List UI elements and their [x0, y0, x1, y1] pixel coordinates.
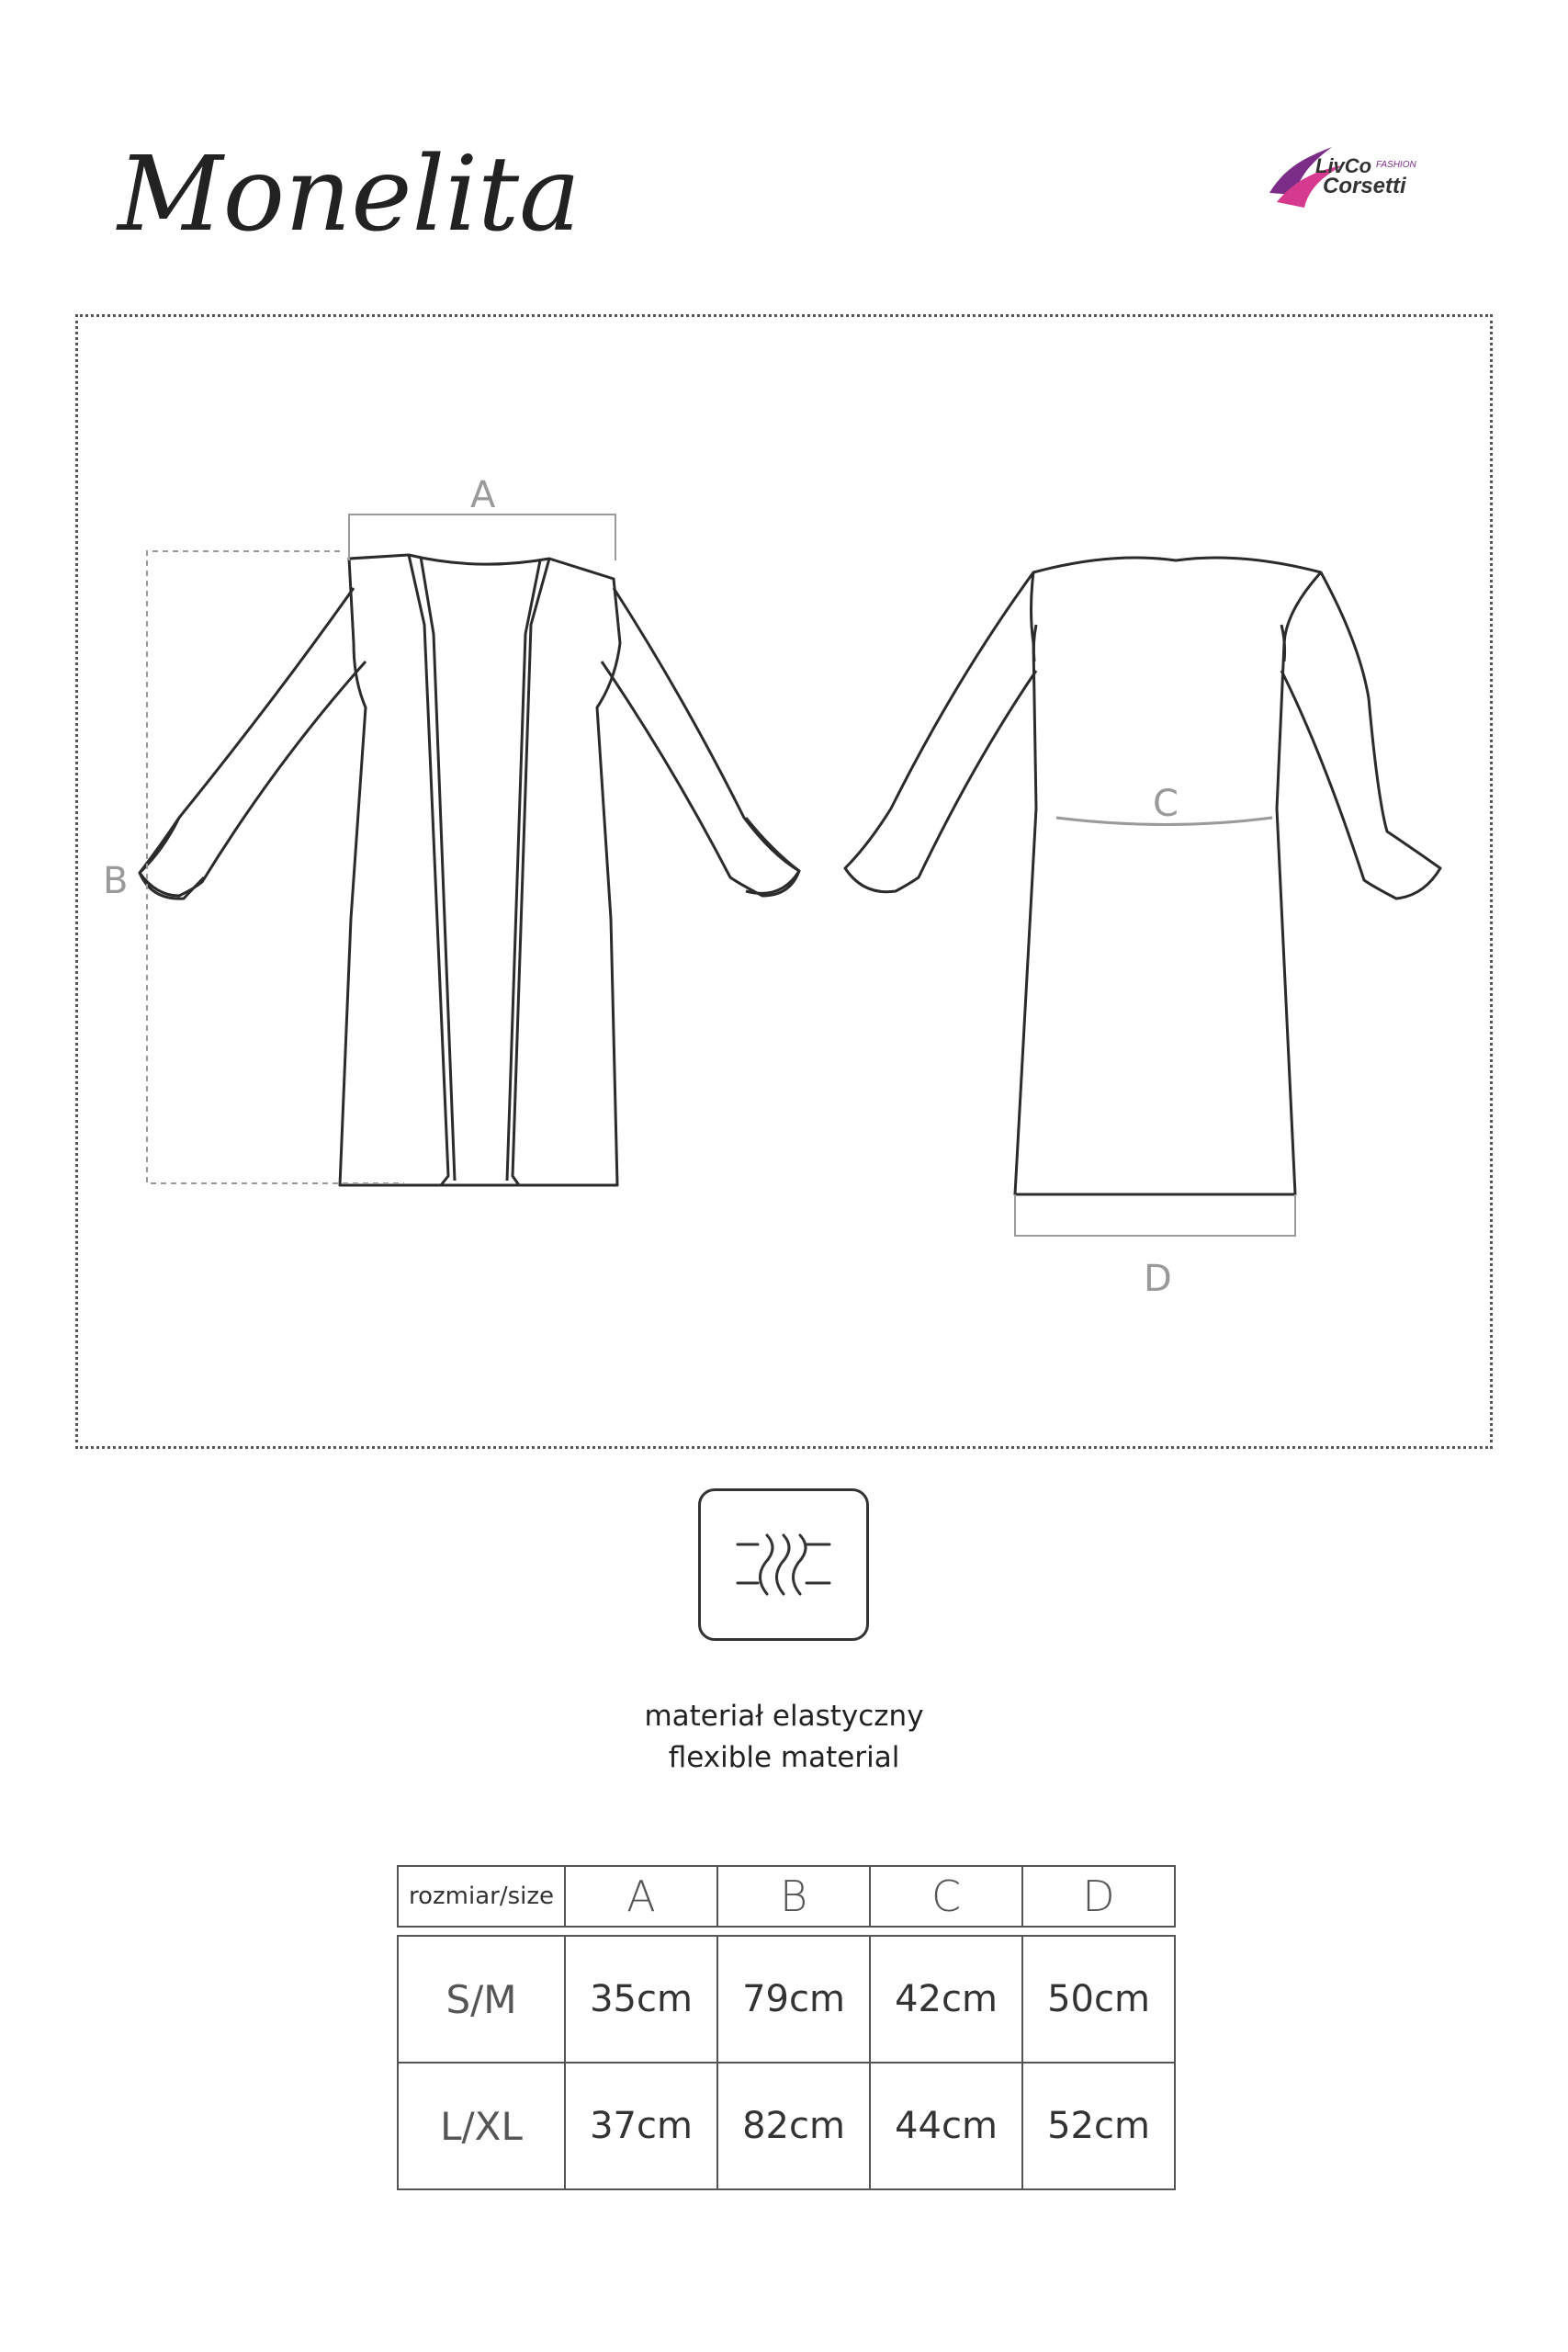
header-c: C — [870, 1866, 1022, 1927]
stretch-fabric-icon — [701, 1491, 866, 1638]
fabric-label-en: flexible material — [668, 1741, 900, 1774]
measure-d-label: D — [1144, 1258, 1172, 1300]
header-a: A — [565, 1866, 717, 1927]
measure-c-label: C — [1153, 783, 1179, 825]
value-c: 44cm — [870, 2063, 1022, 2189]
brand-line1: LivCo — [1315, 154, 1372, 177]
value-c: 42cm — [870, 1936, 1022, 2063]
value-d: 50cm — [1022, 1936, 1175, 2063]
size-label: S/M — [398, 1936, 565, 2063]
fabric-label-pl: materiał elastyczny — [644, 1700, 924, 1733]
header-size: rozmiar/size — [398, 1866, 565, 1927]
back-view-robe — [845, 558, 1440, 1194]
table-header-row — [398, 1866, 1175, 1927]
front-view-robe — [140, 555, 799, 1185]
table-row — [398, 1936, 1175, 2063]
measure-d-line — [1015, 1194, 1295, 1236]
measure-a-label: A — [470, 474, 496, 516]
table-row — [398, 2063, 1175, 2189]
measure-a-line — [349, 514, 615, 560]
header-b: B — [717, 1866, 870, 1927]
brand-line2: FASHION — [1376, 160, 1416, 170]
product-name: Monelita — [118, 135, 581, 254]
size-table-header — [397, 1865, 1176, 1928]
value-b: 82cm — [717, 2063, 870, 2189]
size-label: L/XL — [398, 2063, 565, 2189]
header-d: D — [1022, 1866, 1175, 1927]
value-d: 52cm — [1022, 2063, 1175, 2189]
fabric-feature-box — [698, 1488, 869, 1641]
measure-b-label: B — [103, 860, 129, 902]
value-a: 35cm — [565, 1936, 717, 2063]
value-b: 79cm — [717, 1936, 870, 2063]
brand-line3: Corsetti — [1323, 174, 1406, 198]
measure-b-line — [147, 551, 404, 1183]
value-a: 37cm — [565, 2063, 717, 2189]
size-table — [397, 1935, 1176, 2190]
measurement-guides — [147, 514, 1295, 1236]
